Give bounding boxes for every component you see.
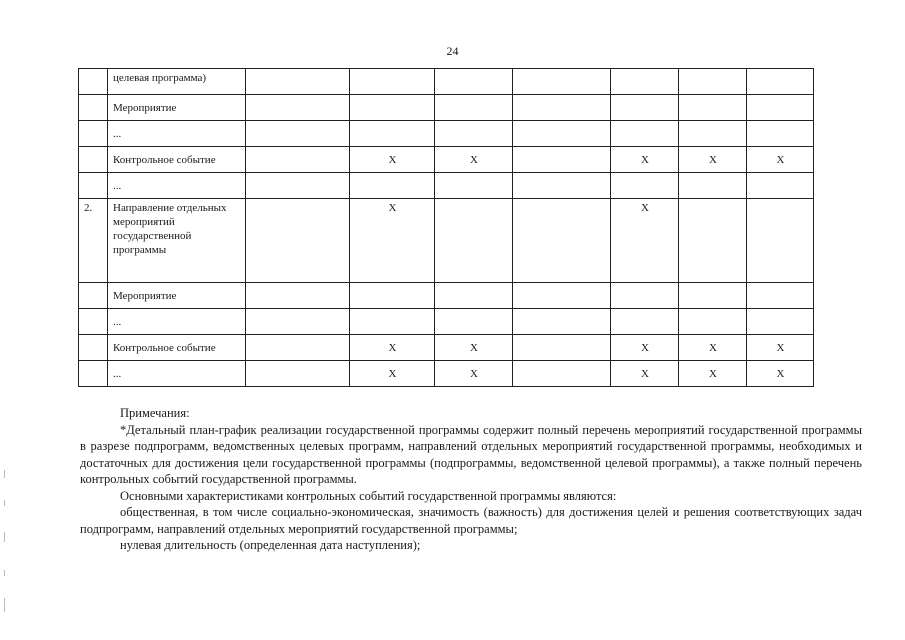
- schedule-cell: [246, 147, 350, 173]
- table-row: [79, 95, 814, 121]
- row-number: [79, 147, 108, 173]
- row-name: Направление отдельных мероприятий государственной программы: [108, 199, 246, 283]
- row-number: 2.: [79, 199, 108, 283]
- schedule-cell: [611, 95, 679, 121]
- notes-heading: Примечания:: [120, 406, 190, 420]
- schedule-cell: [350, 309, 435, 335]
- schedule-cell: X: [350, 199, 435, 283]
- schedule-cell: X: [611, 147, 679, 173]
- notes-paragraph: Основными характеристиками контрольных событий государственной программы являются:: [120, 488, 617, 503]
- schedule-cell: X: [679, 147, 747, 173]
- schedule-cell: [513, 95, 611, 121]
- schedule-cell: X: [435, 335, 513, 361]
- table-row: [79, 121, 814, 147]
- schedule-cell: [747, 95, 814, 121]
- schedule-cell: [747, 309, 814, 335]
- schedule-cell: [611, 121, 679, 147]
- schedule-cell: X: [747, 335, 814, 361]
- row-name: Контрольное событие: [108, 335, 246, 361]
- schedule-cell: [246, 335, 350, 361]
- row-name: ...: [108, 361, 246, 387]
- schedule-cell: [513, 199, 611, 283]
- schedule-cell: [513, 121, 611, 147]
- schedule-cell: [679, 309, 747, 335]
- schedule-cell: [513, 173, 611, 199]
- schedule-cell: [246, 95, 350, 121]
- notes-paragraph: *Детальный план-график реализации государственной программы содержит полный перечень мероприятий государственной программы в разрезе подпрограмм, ведомственных целевых программ, направлений отдельных мероприятий государственной программы, необходимых и достаточных для достижения цели государственной программы (подпрограммы, ведомственной целевой программы), а также полный перечень контрольных событий государственной программы.: [80, 422, 862, 486]
- notes-paragraph: нулевая длительность (определенная дата наступления);: [120, 538, 421, 552]
- row-name: ...: [108, 309, 246, 335]
- schedule-cell: [513, 309, 611, 335]
- schedule-cell: [350, 283, 435, 309]
- schedule-cell: [350, 95, 435, 121]
- schedule-cell: X: [611, 361, 679, 387]
- table-body: [79, 69, 814, 387]
- row-name: целевая программа): [108, 69, 246, 95]
- schedule-cell: X: [679, 335, 747, 361]
- schedule-cell: [513, 335, 611, 361]
- schedule-cell: X: [350, 147, 435, 173]
- schedule-cell: [747, 173, 814, 199]
- schedule-cell: [350, 69, 435, 95]
- schedule-cell: [350, 173, 435, 199]
- schedule-cell: [435, 283, 513, 309]
- schedule-cell: [679, 121, 747, 147]
- schedule-cell: X: [611, 199, 679, 283]
- schedule-cell: [435, 199, 513, 283]
- row-name: Мероприятие: [108, 283, 246, 309]
- schedule-cell: [611, 173, 679, 199]
- row-number: [79, 309, 108, 335]
- schedule-cell: X: [435, 361, 513, 387]
- row-number: [79, 173, 108, 199]
- schedule-cell: [513, 361, 611, 387]
- schedule-cell: [747, 199, 814, 283]
- schedule-cell: X: [611, 335, 679, 361]
- schedule-cell: [611, 309, 679, 335]
- row-number: [79, 69, 108, 95]
- schedule-cell: [435, 173, 513, 199]
- schedule-cell: [246, 283, 350, 309]
- row-name: Контрольное событие: [108, 147, 246, 173]
- table-row: [79, 335, 814, 361]
- notes-paragraph: общественная, в том числе социально-экономическая, значимость (важность) для достижения целей и решения соответствующих задач подпрограмм, направлений отдельных мероприятий государственной программы;: [80, 505, 862, 536]
- schedule-cell: X: [350, 335, 435, 361]
- scan-margin-marks: [4, 470, 6, 630]
- row-number: [79, 95, 108, 121]
- schedule-cell: X: [679, 361, 747, 387]
- table-row: [79, 199, 814, 283]
- schedule-cell: [246, 69, 350, 95]
- schedule-cell: [435, 69, 513, 95]
- schedule-table: [78, 68, 814, 387]
- schedule-cell: [350, 121, 435, 147]
- schedule-cell: [513, 147, 611, 173]
- schedule-cell: [679, 69, 747, 95]
- table-row: [79, 309, 814, 335]
- schedule-cell: [679, 283, 747, 309]
- schedule-cell: X: [747, 361, 814, 387]
- row-number: [79, 361, 108, 387]
- row-name: Мероприятие: [108, 95, 246, 121]
- schedule-cell: [246, 309, 350, 335]
- table-row: [79, 69, 814, 95]
- row-name: ...: [108, 173, 246, 199]
- schedule-cell: [246, 121, 350, 147]
- page-number: 24: [446, 44, 459, 58]
- schedule-cell: [246, 361, 350, 387]
- schedule-cell: [611, 69, 679, 95]
- schedule-cell: [513, 69, 611, 95]
- schedule-cell: [679, 95, 747, 121]
- row-number: [79, 283, 108, 309]
- schedule-cell: [747, 283, 814, 309]
- schedule-cell: [435, 95, 513, 121]
- schedule-cell: [435, 309, 513, 335]
- schedule-cell: [246, 173, 350, 199]
- table-row: [79, 173, 814, 199]
- schedule-cell: [246, 199, 350, 283]
- row-name: ...: [108, 121, 246, 147]
- schedule-cell: X: [747, 147, 814, 173]
- notes-section: [80, 405, 862, 554]
- table-row: [79, 283, 814, 309]
- schedule-cell: [679, 173, 747, 199]
- schedule-cell: [747, 69, 814, 95]
- schedule-cell: [679, 199, 747, 283]
- row-number: [79, 121, 108, 147]
- row-number: [79, 335, 108, 361]
- schedule-cell: [435, 121, 513, 147]
- schedule-cell: [747, 121, 814, 147]
- schedule-cell: [611, 283, 679, 309]
- schedule-cell: X: [435, 147, 513, 173]
- schedule-cell: [513, 283, 611, 309]
- table-row: [79, 361, 814, 387]
- schedule-cell: X: [350, 361, 435, 387]
- table-row: [79, 147, 814, 173]
